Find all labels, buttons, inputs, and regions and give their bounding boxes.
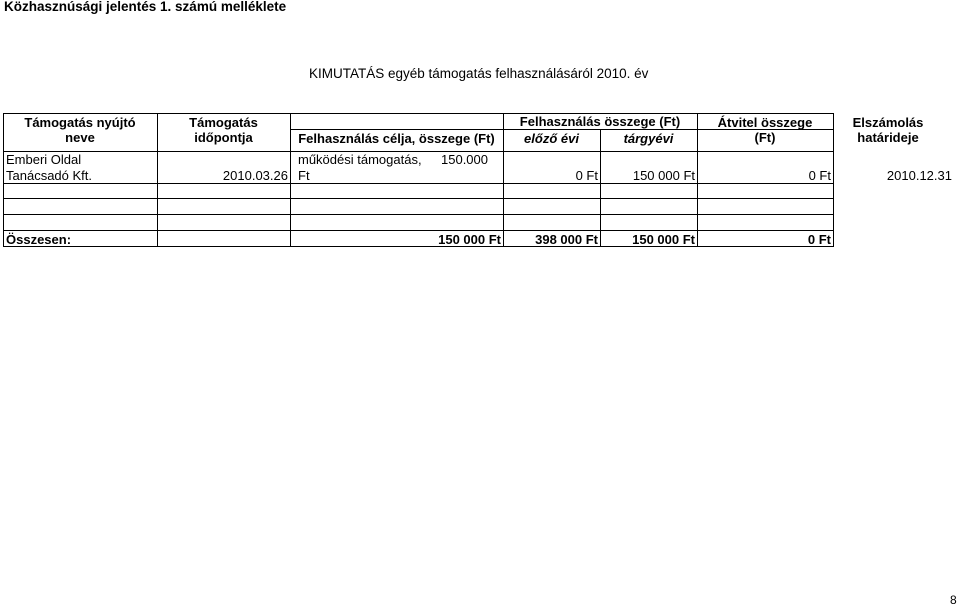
- col-header-usage-group: Felhasználás összege (Ft): [519, 114, 681, 129]
- page-number: 8: [950, 593, 957, 607]
- header-note: Közhasznúsági jelentés 1. számú melléklete: [4, 0, 287, 14]
- row-provider: Emberi Oldal Tanácsadó Kft.: [6, 152, 92, 183]
- row-purpose-text: működési támogatás,: [298, 152, 422, 167]
- col-header-settlement: Elszámolás határideje: [852, 115, 924, 145]
- col-header-purpose: Felhasználás célja, összege (Ft): [298, 131, 495, 146]
- row-prev-year: 0 Ft: [575, 168, 598, 183]
- total-transfer: 0 Ft: [807, 232, 831, 247]
- col-header-prev-year: előző évi: [524, 131, 579, 146]
- col-header-provider: Támogatás nyújtó neve: [24, 115, 136, 145]
- total-purpose: 150 000 Ft: [438, 232, 501, 247]
- total-prev-year: 398 000 Ft: [535, 232, 598, 247]
- row-transfer: 0 Ft: [808, 168, 831, 183]
- document-title: KIMUTATÁS egyéb támogatás felhasználásáról 2010. év: [309, 66, 649, 81]
- total-label: Összesen:: [6, 232, 72, 247]
- col-header-transfer: Átvitel összege (Ft): [717, 115, 813, 145]
- row-current-year: 150 000 Ft: [632, 168, 695, 183]
- col-header-current-year: tárgyévi: [623, 131, 674, 146]
- col-header-date: Támogatás időpontja: [189, 115, 258, 145]
- row-deadline: 2010.12.31: [886, 168, 952, 183]
- row-purpose-unit: Ft: [298, 168, 310, 183]
- row-purpose-amount: 150.000: [441, 152, 488, 167]
- total-current-year: 150 000 Ft: [632, 232, 695, 247]
- row-date: 2010.03.26: [222, 168, 288, 183]
